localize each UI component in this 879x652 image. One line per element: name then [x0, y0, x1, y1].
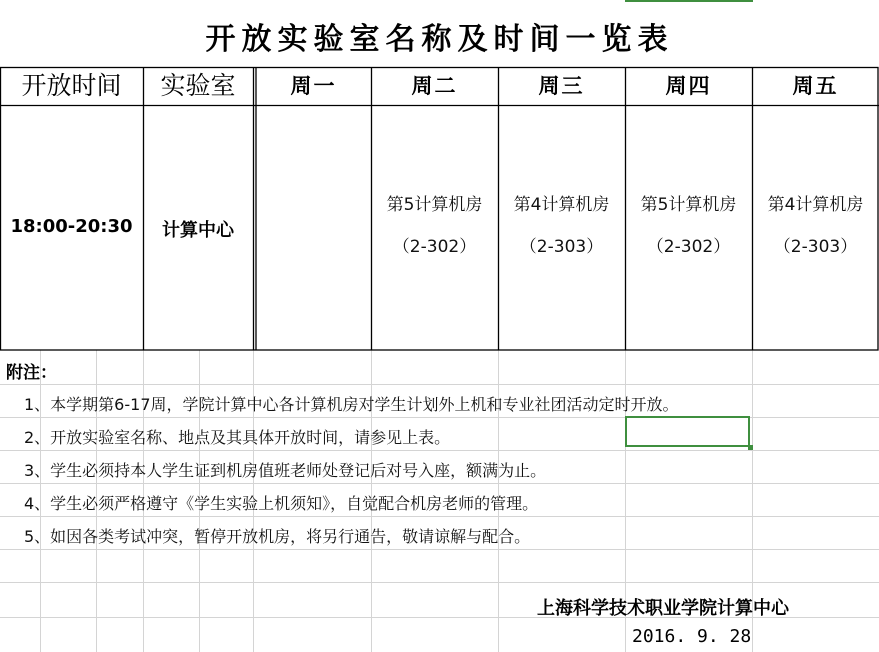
header-open-time: 开放时间 [21, 71, 122, 100]
note-item-3[interactable]: 3、学生必须持本人学生证到机房值班老师处登记后对号入座，额满为止。 [24, 461, 547, 480]
signature-date: 2016. 9. 28 [632, 626, 752, 647]
cell-tue-room[interactable]: 第5计算机房 [386, 195, 483, 215]
note-item-4[interactable]: 4、学生必须严格遵守《学生实验上机须知》，自觉配合机房老师的管理。 [24, 494, 539, 513]
note-item-5[interactable]: 5、如因各类考试冲突，暂停开放机房，将另行通告，敬请谅解与配合。 [24, 527, 531, 546]
cell-open-time[interactable]: 18:00-20:30 [10, 216, 133, 237]
header-tuesday: 周二 [411, 73, 458, 98]
column-highlight-edge [625, 0, 753, 2]
cell-wed-room[interactable]: 第4计算机房 [513, 195, 610, 215]
header-wednesday: 周三 [538, 73, 585, 98]
page-title: 开放实验室名称及时间一览表 [205, 22, 674, 57]
header-lab: 实验室 [160, 71, 236, 100]
cell-thu-code: （2-302） [646, 237, 731, 257]
note-item-2[interactable]: 2、开放实验室名称、地点及其具体开放时间，请参见上表。 [24, 428, 451, 447]
note-item-1[interactable]: 1、本学期第6-17周，学院计算中心各计算机房对学生计划外上机和专业社团活动定时开放。 [24, 395, 679, 414]
notes-label: 附注： [6, 363, 57, 383]
cell-lab[interactable]: 计算中心 [162, 220, 234, 241]
header-monday: 周一 [290, 73, 337, 98]
cell-tue-code: （2-302） [392, 237, 477, 257]
header-friday: 周五 [792, 73, 839, 98]
cell-fri-room[interactable]: 第4计算机房 [767, 195, 864, 215]
signature-org: 上海科学技术职业学院计算中心 [537, 598, 789, 619]
cell-thu-room[interactable]: 第5计算机房 [640, 195, 737, 215]
fill-handle[interactable] [748, 445, 753, 450]
header-thursday: 周四 [665, 73, 712, 98]
cell-wed-code: （2-303） [519, 237, 604, 257]
selected-cell[interactable] [625, 416, 750, 447]
cell-fri-code: （2-303） [773, 237, 858, 257]
